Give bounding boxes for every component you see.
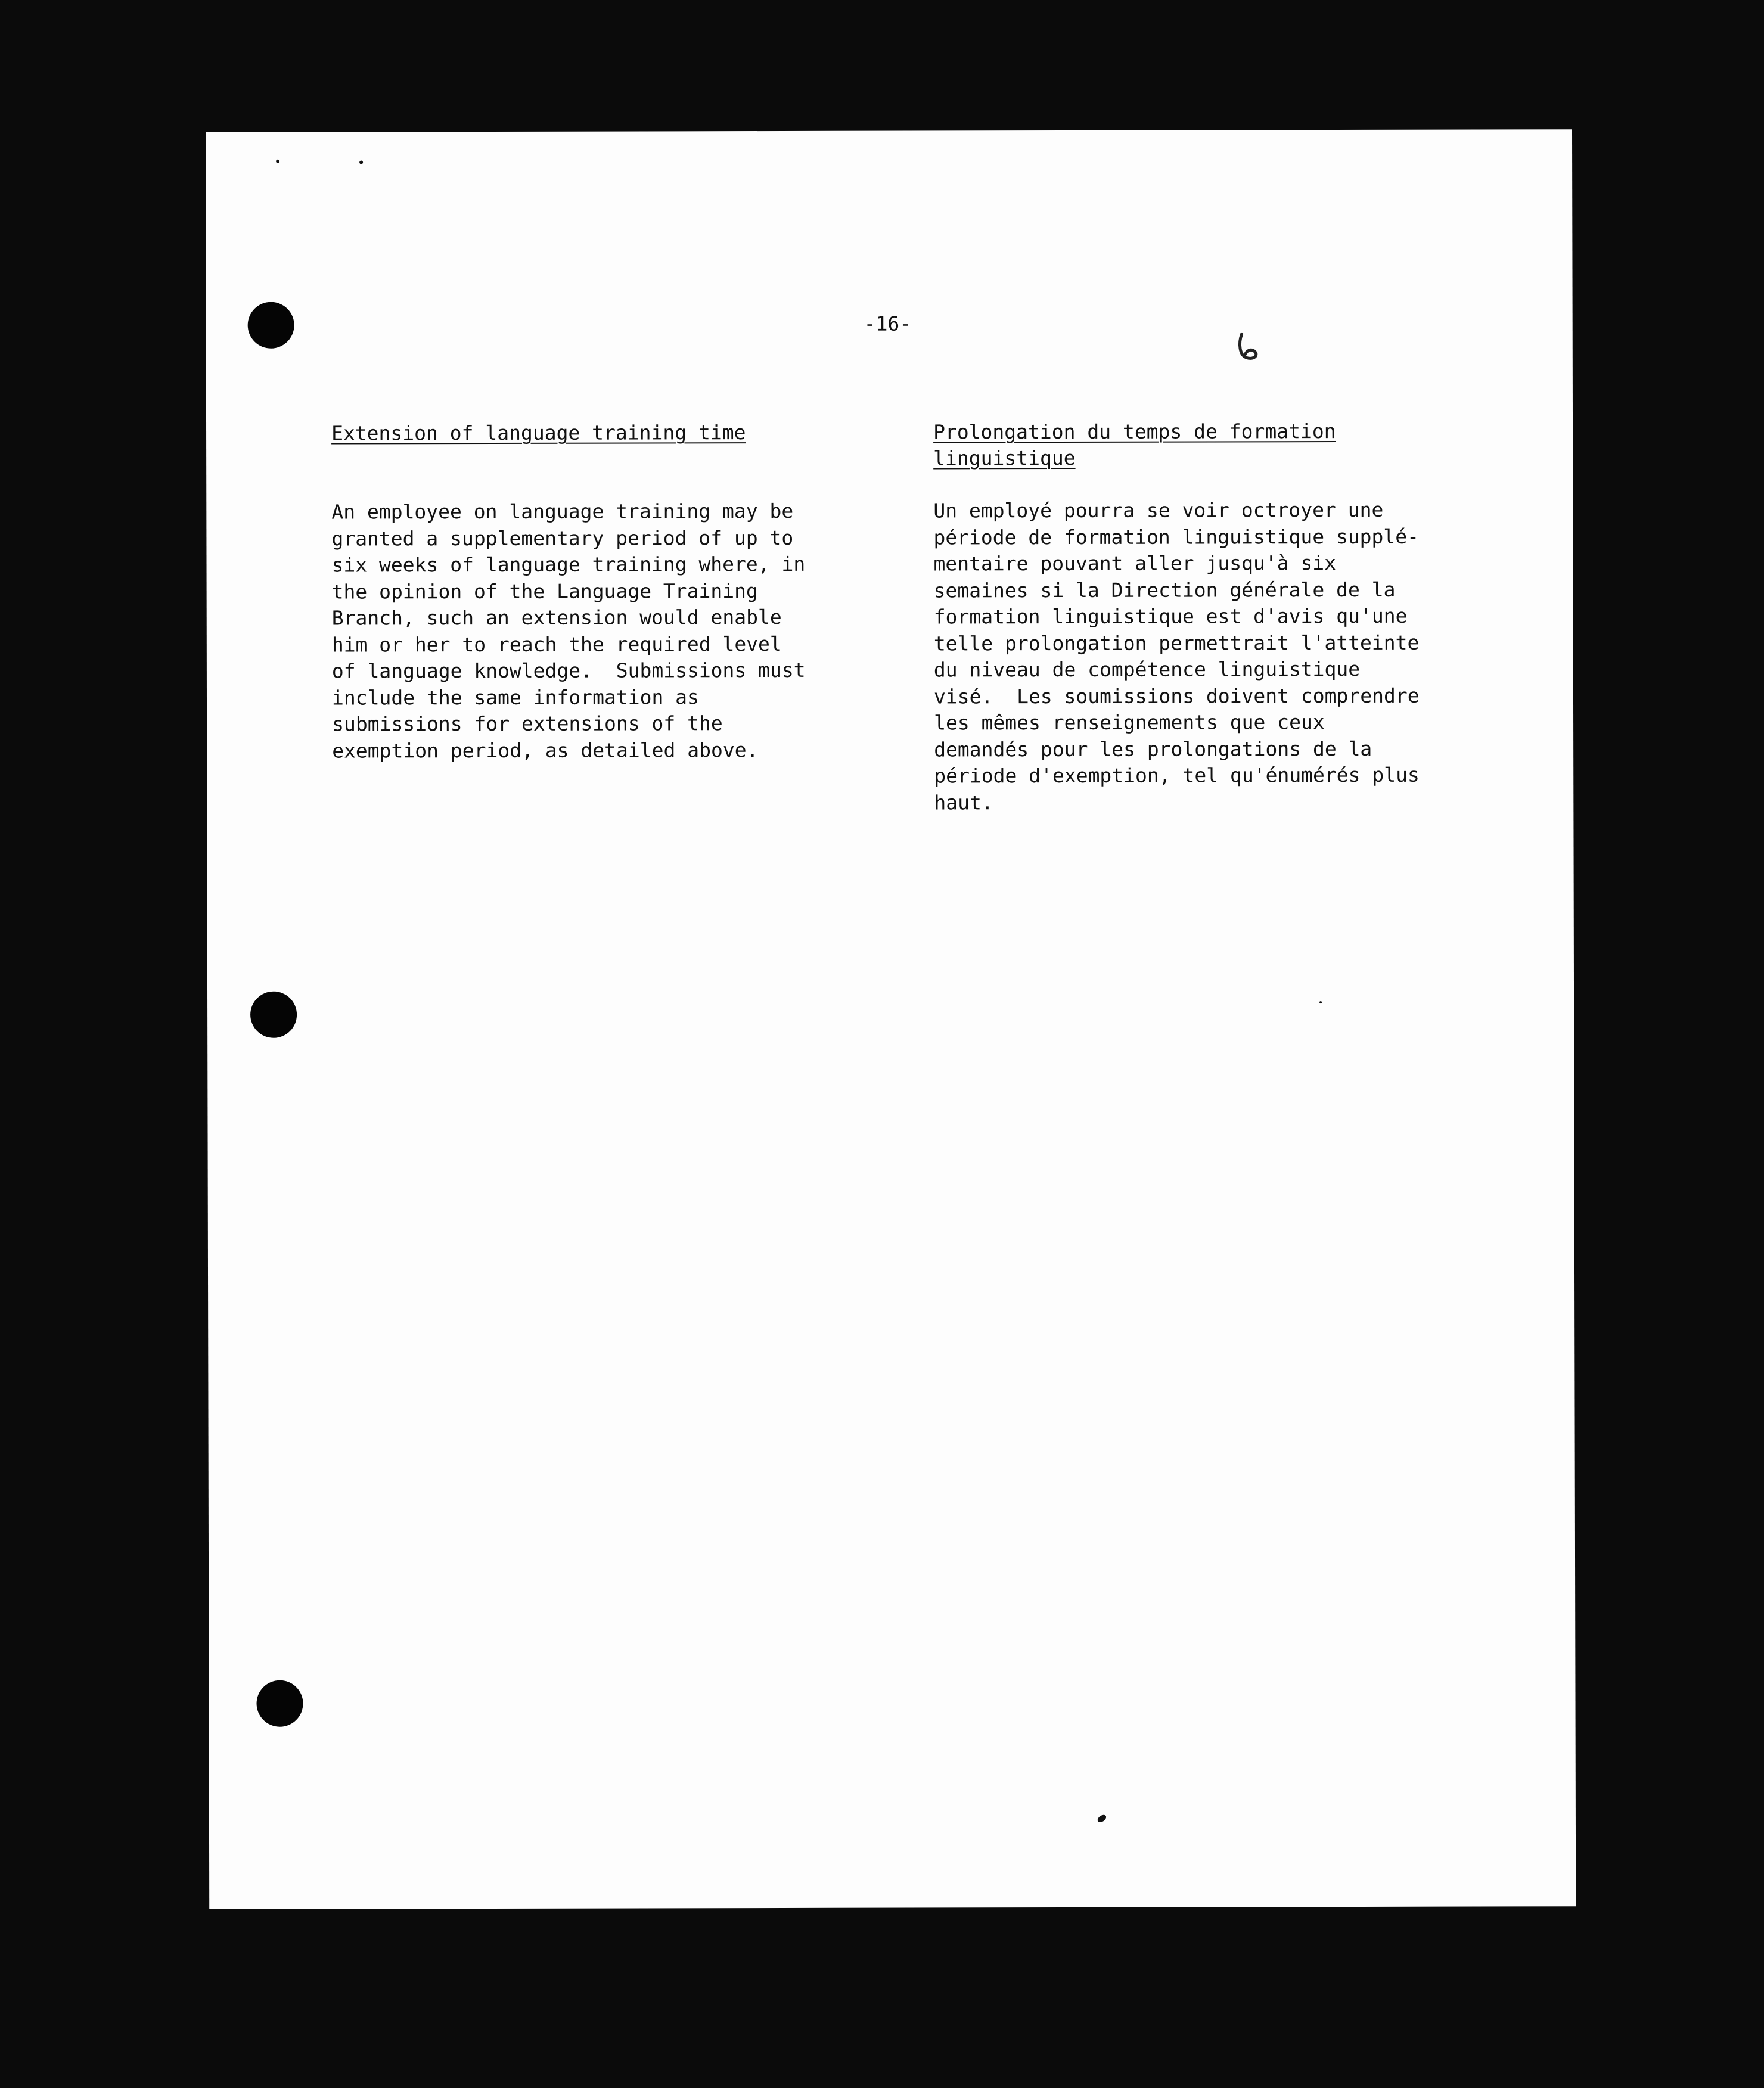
english-line: include the same information as: [331, 685, 699, 710]
french-line: période d'exemption, tel qu'énumérés plus: [934, 763, 1420, 788]
french-heading: [933, 418, 1529, 471]
scan-speck: [1319, 1001, 1322, 1003]
english-heading-line: Extension of language training time: [331, 421, 746, 445]
english-column: [331, 419, 927, 763]
english-heading: [331, 419, 927, 446]
binder-hole-bottom: [256, 1680, 303, 1727]
french-line: les mêmes renseignements que ceux: [934, 710, 1325, 735]
binder-hole-top: [248, 302, 294, 349]
english-line: submissions for extensions of the: [332, 711, 723, 736]
scan-speck: [276, 160, 279, 163]
french-paragraph: [933, 497, 1420, 816]
french-heading-line: Prolongation du temps de formation: [933, 420, 1336, 444]
english-line: the opinion of the Language Training: [331, 579, 758, 604]
french-line: mentaire pouvant aller jusqu'à six: [933, 551, 1337, 576]
french-heading-line: linguistique: [933, 446, 1076, 470]
french-line: haut.: [934, 790, 993, 814]
handwritten-mark-icon: [1232, 331, 1274, 367]
scan-speck: [359, 160, 363, 164]
english-line: exemption period, as detailed above.: [332, 738, 759, 763]
french-line: telle prolongation permettrait l'atteinte: [933, 630, 1420, 655]
document-page: [206, 129, 1576, 1909]
page-number: -16-: [864, 312, 912, 335]
english-line: him or her to reach the required level: [331, 632, 782, 657]
english-line: An employee on language training may be: [331, 499, 794, 524]
french-line: formation linguistique est d'avis qu'une: [933, 604, 1408, 629]
french-line: période de formation linguistique supplé-: [933, 524, 1420, 549]
french-column: [933, 418, 1529, 814]
english-line: of language knowledge. Submissions must: [331, 658, 806, 683]
english-line: granted a supplementary period of up to: [331, 526, 794, 551]
binder-hole-middle: [250, 992, 297, 1038]
english-line: Branch, such an extension would enable: [331, 605, 782, 630]
french-line: du niveau de compétence linguistique: [933, 657, 1361, 682]
french-line: demandés pour les prolongations de la: [934, 737, 1372, 761]
french-line: visé. Les soumissions doivent comprendre: [933, 683, 1420, 708]
english-paragraph: [331, 498, 806, 765]
english-line: six weeks of language training where, in: [331, 552, 806, 577]
french-line: semaines si la Direction générale de la: [933, 577, 1396, 602]
french-line: Un employé pourra se voir octroyer une: [933, 498, 1384, 523]
scan-speck: [1097, 1813, 1108, 1823]
